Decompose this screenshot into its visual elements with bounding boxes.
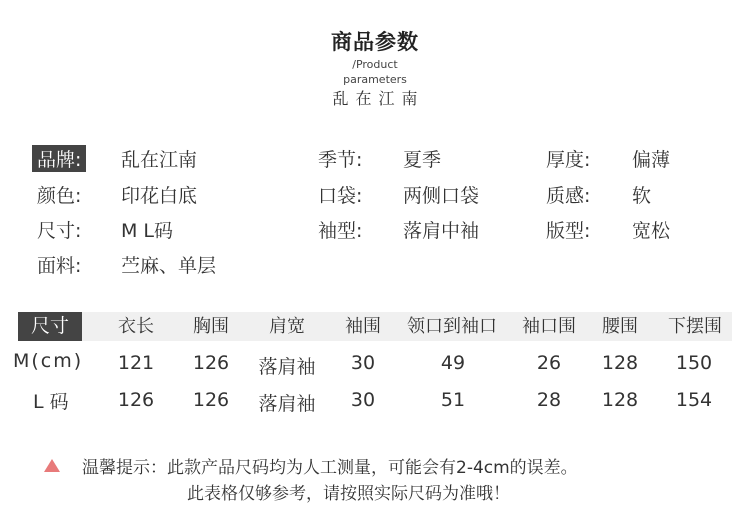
table-cell: 126 — [192, 389, 230, 411]
attr-key: 颜色: — [37, 185, 82, 207]
table-cell: 落肩袖 — [258, 356, 316, 378]
attr-key: 面料: — [37, 255, 82, 277]
page-title: 商品参数 — [331, 29, 419, 54]
column-header: 袖口围 — [522, 316, 576, 337]
brand-name: 乱在江南 — [332, 89, 425, 108]
attr-value: 印花白底 — [121, 185, 198, 207]
column-header: 领口到袖口 — [407, 316, 497, 337]
column-header: 衣长 — [118, 316, 154, 337]
attr-brand — [37, 145, 198, 172]
table-cell: 49 — [440, 352, 466, 374]
attr-value: 两侧口袋 — [403, 185, 480, 207]
column-header: 肩宽 — [269, 316, 305, 337]
subtitle-product: /Product — [352, 58, 398, 71]
table-cell: 51 — [440, 389, 466, 411]
attr-key: 季节: — [318, 149, 363, 171]
attr-key: 袖型: — [318, 220, 363, 242]
column-header: 腰围 — [602, 316, 638, 337]
attr-key: 质感: — [546, 185, 591, 207]
table-cell: 28 — [536, 389, 562, 411]
attr-value: 软 — [632, 185, 652, 207]
attr-value: 偏薄 — [632, 149, 671, 171]
attr-size — [37, 216, 174, 243]
attr-color — [37, 181, 198, 208]
table-cell: 150 — [675, 352, 713, 374]
row-label: M(cm) — [13, 350, 84, 372]
attr-fit — [546, 216, 671, 243]
notice-line-1: 温馨提示：此款产品尺码均为人工测量，可能会有2-4cm的误差。 — [82, 458, 578, 478]
row-label: L 码 — [33, 391, 69, 413]
table-cell: 30 — [350, 352, 376, 374]
attr-thickness — [546, 145, 671, 172]
column-header: 袖围 — [345, 316, 381, 337]
subtitle-parameters: parameters — [343, 73, 407, 86]
attr-value: 夏季 — [403, 149, 442, 171]
attr-sleeve — [318, 216, 480, 243]
table-cell: 154 — [675, 389, 713, 411]
attr-value: 宽松 — [632, 220, 671, 242]
column-header: 下摆围 — [668, 316, 722, 337]
table-cell: 126 — [117, 389, 155, 411]
attr-value: M L码 — [121, 220, 174, 242]
column-header: 胸围 — [193, 316, 229, 337]
attr-value: 苎麻、单层 — [121, 255, 217, 277]
table-cell: 128 — [601, 389, 639, 411]
table-cell: 121 — [117, 352, 155, 374]
size-column-header: 尺寸 — [18, 312, 82, 341]
warning-triangle-icon — [44, 459, 60, 472]
attr-pocket — [318, 181, 480, 208]
attr-texture — [546, 181, 652, 208]
attr-season — [318, 145, 442, 172]
attr-key: 厚度: — [546, 149, 591, 171]
attr-value: 乱在江南 — [121, 149, 198, 171]
attr-key: 口袋: — [318, 185, 363, 207]
table-cell: 126 — [192, 352, 230, 374]
attr-value: 落肩中袖 — [403, 220, 480, 242]
attr-fabric — [37, 251, 217, 278]
table-cell: 30 — [350, 389, 376, 411]
table-cell: 128 — [601, 352, 639, 374]
table-cell: 26 — [536, 352, 562, 374]
attr-key: 版型: — [546, 220, 591, 242]
attr-key: 品牌: — [32, 145, 86, 172]
notice-line-2: 此表格仅够参考，请按照实际尺码为准哦！ — [187, 484, 510, 504]
attr-key: 尺寸: — [37, 220, 82, 242]
table-cell: 落肩袖 — [258, 393, 316, 415]
